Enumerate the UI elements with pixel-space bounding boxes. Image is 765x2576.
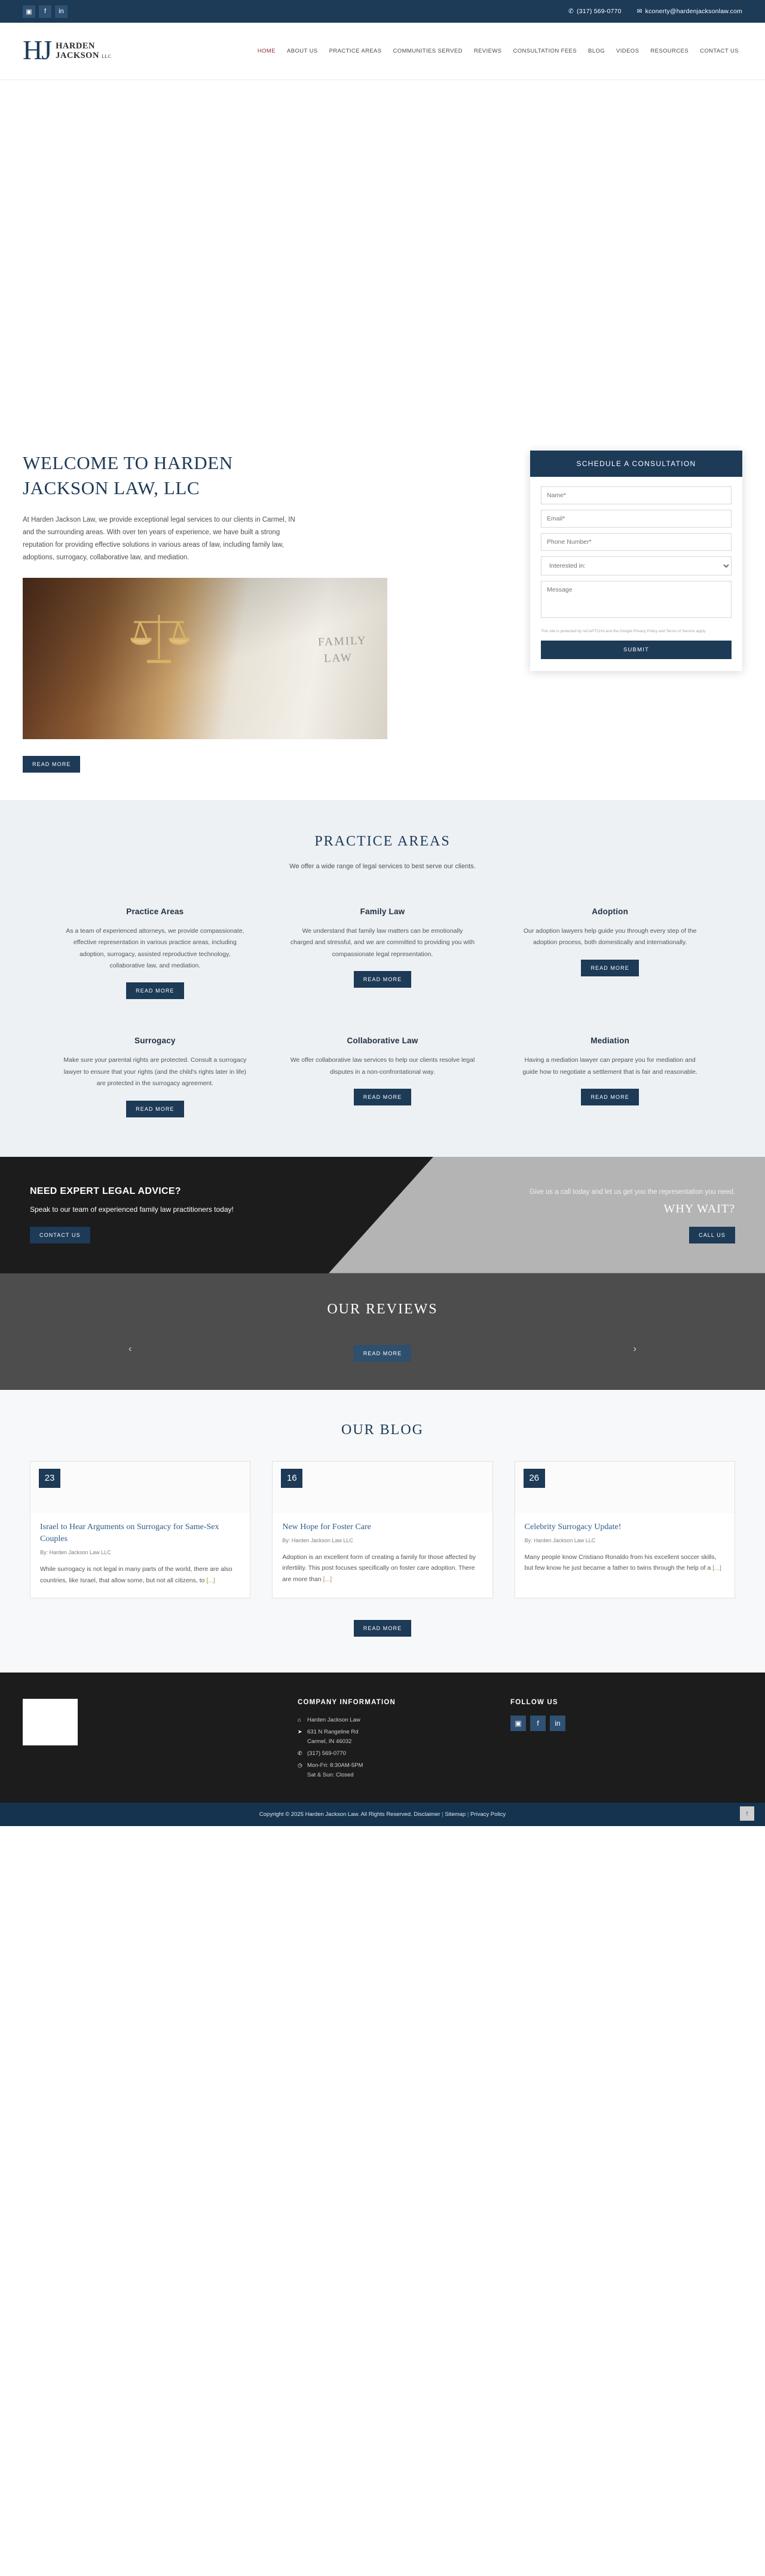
practice-card-collaborative-law: [290, 1036, 475, 1117]
recaptcha-notice: This site is protected by reCAPTCHA and the Google Privacy Policy and Terms of Service apply.: [541, 629, 706, 633]
blog-section: [0, 1390, 765, 1673]
welcome-image-caption-line-1: FAMILY: [318, 634, 368, 649]
practice-card-text: We offer collaborative law services to help our clients resolve legal disputes in a non-confrontational way.: [290, 1056, 475, 1076]
phone-field[interactable]: [541, 533, 732, 551]
topbar-phone-text: (317) 569-0770: [577, 8, 622, 15]
facebook-icon[interactable]: f: [39, 5, 51, 18]
cta-right-heading: WHY WAIT?: [663, 1202, 735, 1215]
footer-follow-heading: FOLLOW US: [510, 1699, 558, 1707]
footer-hours-weekday: Mon-Fri: 8:30AM-5PM: [307, 1762, 363, 1769]
site-logo[interactable]: [23, 34, 112, 65]
sitemap-link[interactable]: Sitemap: [445, 1811, 466, 1818]
practice-card-title: Adoption: [592, 906, 629, 916]
phone-icon: ✆: [298, 1750, 302, 1756]
linkedin-icon[interactable]: in: [550, 1716, 565, 1731]
blog-date-badge: 23: [39, 1469, 60, 1488]
blog-post-excerpt: While surrogacy is not legal in many parts of the world, there are also countries, like Israel, that allow some, but not all citizens, to: [40, 1566, 232, 1584]
nav-item-resources[interactable]: RESOURCES: [650, 48, 689, 54]
name-field[interactable]: [541, 486, 732, 504]
practice-card-text: Make sure your parental rights are protected. Consult a surrogacy lawyer to ensure that your rights (and the child's rights later in life) are protected in the surrogacy agreement.: [63, 1056, 247, 1088]
logo-monogram: HJ: [23, 34, 51, 65]
clock-icon: ◷: [298, 1762, 302, 1768]
blog-post-read-more-link[interactable]: [...]: [206, 1576, 215, 1584]
consultation-form-title: SCHEDULE A CONSULTATION: [530, 451, 742, 477]
interested-in-select[interactable]: [541, 556, 732, 575]
blog-card[interactable]: [515, 1461, 735, 1598]
practice-card-surrogacy: [63, 1036, 247, 1117]
reviews-read-more-button[interactable]: READ MORE: [354, 1345, 411, 1362]
footer-follow-us: [510, 1699, 565, 1782]
welcome-paragraph: At Harden Jackson Law, we provide exceptional legal services to our clients in Carmel, IN and the surrounding areas. With over ten years of experience, we have built a strong reputation for providing effective solutions in various areas of law, including family law, adoptions, surrogacy, collaborative law, and mediation.: [23, 516, 295, 562]
welcome-image-caption-line-2: LAW: [323, 651, 353, 665]
cta-right-block: [484, 1187, 765, 1243]
blog-post-read-more-link[interactable]: [...]: [712, 1564, 721, 1572]
footer-company-name: Harden Jackson Law: [307, 1717, 360, 1724]
footer-company-information: [298, 1699, 489, 1782]
practice-card-family-law: [290, 907, 475, 1000]
blog-date-badge: 26: [524, 1469, 545, 1488]
blog-post-author: By: Harden Jackson Law LLC: [524, 1537, 596, 1543]
welcome-image: [23, 578, 387, 739]
nav-item-contact-us[interactable]: CONTACT US: [700, 48, 739, 54]
practice-areas-subtitle: We offer a wide range of legal services to best serve our clients.: [289, 862, 476, 870]
practice-card-text: Having a mediation lawyer can prepare you for mediation and guide how to negotiate a settlement that is fair and reasonable.: [522, 1056, 697, 1076]
contact-us-button[interactable]: CONTACT US: [30, 1227, 90, 1243]
blog-post-author: By: Harden Jackson Law LLC: [282, 1537, 353, 1543]
practice-card-text: As a team of experienced attorneys, we provide compassionate, effective representation in various practice areas, including adoption, surrogacy, assisted reproductive technology, collaborative law, and mediation.: [66, 927, 244, 970]
topbar-email-text: kconerty@hardenjacksonlaw.com: [645, 8, 742, 15]
practice-card-read-more-button[interactable]: READ MORE: [581, 960, 638, 976]
practice-areas-section: [0, 800, 765, 1157]
footer-company-heading: COMPANY INFORMATION: [298, 1699, 396, 1707]
practice-card-read-more-button[interactable]: READ MORE: [354, 971, 411, 988]
reviews-title: OUR REVIEWS: [327, 1301, 438, 1317]
topbar-contacts: [568, 8, 742, 15]
chevron-right-icon[interactable]: ›: [633, 1343, 637, 1354]
location-pin-icon: ➤: [298, 1728, 302, 1735]
logo-line-1: HARDEN: [56, 41, 95, 51]
scales-of-justice-icon: [123, 604, 195, 676]
call-us-button[interactable]: CALL US: [689, 1227, 735, 1243]
mail-icon: ✉: [637, 8, 642, 15]
logo-line-2: JACKSON: [56, 51, 99, 61]
practice-card-text: Our adoption lawyers help guide you through every step of the adoption process, both domestically and internationally.: [523, 927, 697, 947]
blog-post-excerpt: Adoption is an excellent form of creating a family for those affected by infertility. This post focuses specifically on foster care adoption. There are more than: [282, 1554, 476, 1583]
phone-icon: ✆: [568, 8, 574, 15]
footer-hours-weekend: Sat & Sun: Closed: [307, 1772, 354, 1779]
top-bar: [0, 0, 765, 23]
practice-card-title: Collaborative Law: [347, 1036, 418, 1046]
logo-suffix: LLC: [102, 54, 112, 60]
blog-post-title[interactable]: New Hope for Foster Care: [282, 1522, 371, 1531]
nav-item-practice-areas[interactable]: PRACTICE AREAS: [329, 48, 382, 54]
nav-item-reviews[interactable]: REVIEWS: [473, 48, 502, 54]
blog-post-excerpt: Many people know Cristiano Ronaldo from his excellent soccer skills, but few know he just became a father to twins through the help of a: [524, 1554, 717, 1572]
practice-card-read-more-button[interactable]: READ MORE: [354, 1089, 411, 1105]
practice-card-mediation: [518, 1036, 702, 1117]
practice-card-title: Family Law: [360, 906, 405, 916]
practice-card-practice-areas: [63, 907, 247, 1000]
email-field[interactable]: [541, 510, 732, 528]
topbar-social-links: [23, 5, 68, 18]
welcome-heading-line-1: WELCOME TO HARDEN: [23, 452, 233, 473]
footer-logo: [23, 1699, 112, 1782]
submit-button[interactable]: SUBMIT: [541, 641, 732, 659]
nav-item-communities-served[interactable]: COMMUNITIES SERVED: [393, 48, 463, 54]
blog-post-title[interactable]: Celebrity Surrogacy Update!: [524, 1522, 622, 1531]
consultation-form: [530, 451, 742, 671]
practice-areas-grid: [63, 907, 702, 1117]
linkedin-icon[interactable]: in: [55, 5, 68, 18]
cta-banner: [0, 1157, 765, 1273]
blog-post-author: By: Harden Jackson Law LLC: [40, 1549, 111, 1556]
disclaimer-link[interactable]: Disclaimer: [414, 1811, 440, 1818]
footer-phone-link[interactable]: (317) 569-0770: [307, 1750, 346, 1757]
site-footer: [0, 1673, 765, 1803]
practice-card-text: We understand that family law matters can be emotionally charged and stressful, and we are committed to providing you with compassionate legal representation.: [290, 927, 475, 958]
hero-banner: [0, 80, 765, 451]
blog-read-more-button[interactable]: READ MORE: [354, 1620, 411, 1637]
practice-areas-title: PRACTICE AREAS: [314, 833, 451, 849]
main-navigation: [258, 48, 742, 54]
blog-grid: [30, 1461, 735, 1598]
blog-card[interactable]: [272, 1461, 492, 1598]
blog-thumbnail: [273, 1462, 492, 1513]
practice-card-read-more-button[interactable]: READ MORE: [126, 982, 183, 999]
practice-card-title: Surrogacy: [134, 1036, 176, 1046]
welcome-heading-line-2: JACKSON LAW, LLC: [23, 477, 200, 498]
blog-card[interactable]: [30, 1461, 250, 1598]
practice-card-title: Practice Areas: [126, 906, 184, 916]
blog-thumbnail: [30, 1462, 250, 1513]
back-to-top-button[interactable]: ↑: [740, 1806, 754, 1821]
topbar-email-link[interactable]: [637, 8, 742, 15]
building-icon: ⌂: [298, 1717, 301, 1723]
practice-card-title: Mediation: [590, 1036, 630, 1046]
cta-right-text: Give us a call today and let us get you the representation you need.: [530, 1188, 735, 1196]
practice-card-read-more-button[interactable]: READ MORE: [581, 1089, 638, 1105]
nav-item-blog[interactable]: BLOG: [588, 48, 605, 54]
blog-post-title[interactable]: Israel to Hear Arguments on Surrogacy for Same-Sex Couples: [40, 1522, 219, 1543]
instagram-icon[interactable]: ▣: [510, 1716, 526, 1731]
cta-left-text: Speak to our team of experienced family law practitioners today!: [30, 1205, 234, 1214]
message-field[interactable]: [541, 581, 732, 618]
page-title: [23, 451, 435, 501]
welcome-read-more-button[interactable]: READ MORE: [23, 756, 80, 773]
chevron-left-icon[interactable]: ‹: [128, 1343, 132, 1354]
blog-thumbnail: [515, 1462, 735, 1513]
facebook-icon[interactable]: f: [530, 1716, 546, 1731]
footer-address-line-2: Carmel, IN 46032: [307, 1738, 352, 1745]
practice-card-read-more-button[interactable]: READ MORE: [126, 1101, 183, 1117]
blog-title: OUR BLOG: [341, 1422, 424, 1438]
nav-item-consultation-fees[interactable]: CONSULTATION FEES: [513, 48, 577, 54]
nav-item-videos[interactable]: VIDEOS: [616, 48, 639, 54]
copyright-bar: Copyright © 2025 Harden Jackson Law. All Rights Reserved. Disclaimer | Sitemap | Privacy Policy ↑: [0, 1803, 765, 1826]
footer-address-line-1: 631 N Rangeline Rd: [307, 1728, 359, 1735]
reviews-section: [0, 1273, 765, 1390]
blog-post-read-more-link[interactable]: [...]: [323, 1575, 332, 1583]
copyright-text: Copyright © 2025 Harden Jackson Law. All Rights Reserved.: [259, 1811, 412, 1818]
footer-logo-mark: [23, 1699, 78, 1745]
welcome-section: [0, 451, 765, 739]
instagram-icon[interactable]: ▣: [23, 5, 35, 18]
nav-item-about-us[interactable]: ABOUT US: [286, 48, 318, 54]
cta-left-heading: NEED EXPERT LEGAL ADVICE?: [30, 1186, 181, 1197]
privacy-policy-link[interactable]: Privacy Policy: [470, 1811, 506, 1818]
blog-date-badge: 16: [281, 1469, 302, 1488]
topbar-phone-link[interactable]: [568, 8, 622, 15]
cta-left-block: [0, 1186, 335, 1243]
nav-item-home[interactable]: HOME: [257, 48, 276, 54]
site-header: [0, 23, 765, 80]
practice-card-adoption: [518, 907, 702, 1000]
